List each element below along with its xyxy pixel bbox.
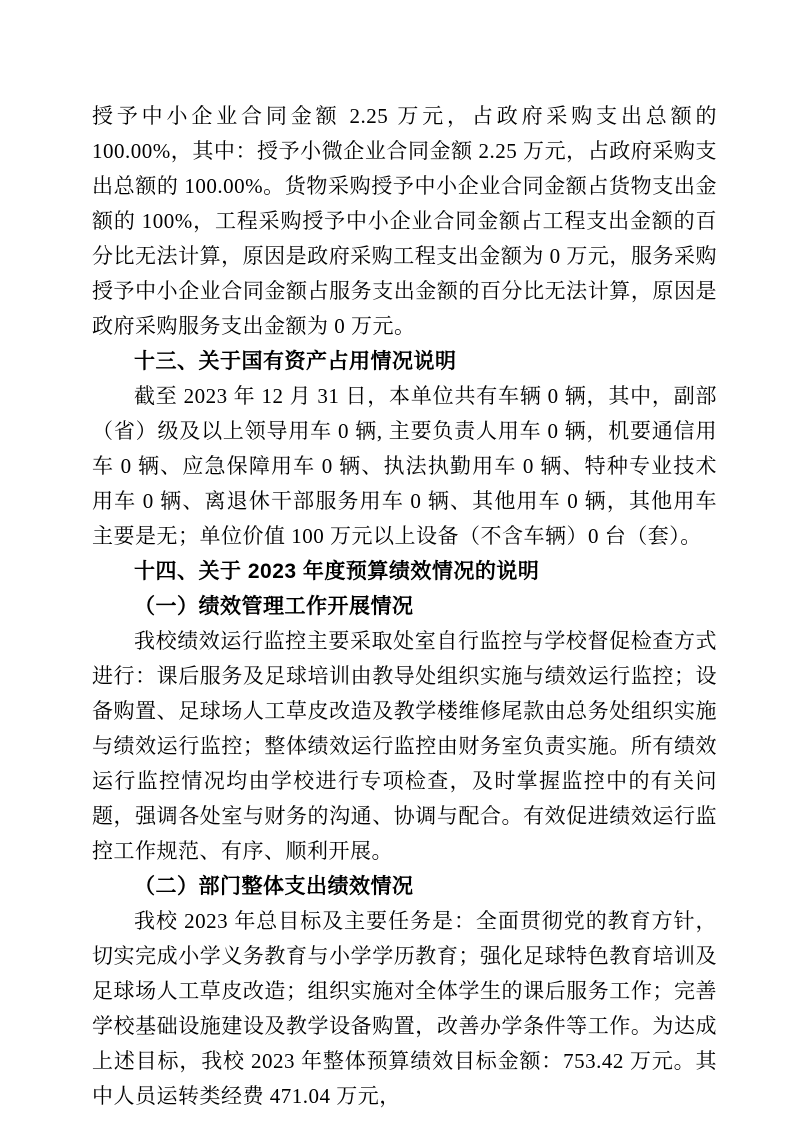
heading-section-13-state-assets: 十三、关于国有资产占用情况说明	[134, 350, 457, 373]
paragraph-state-assets-vehicles: 截至 2023 年 12 月 31 日，本单位共有车辆 0 辆，其中，副部（省）级及以上领导用车 0 辆, 主要负责人用车 0 辆，机要通信用车 0 辆、应急保障用车 0 辆、执法执勤用车 0 辆、特种专业技术用车 0 辆、离退休干部服务用车 0 辆、其他用车 0 辆，其他用车主要是无；单位价值 100 万元以上设备（不含车辆）0 台（套）。	[92, 384, 717, 548]
paragraph-annual-goals-budget: 我校 2023 年总目标及主要任务是：全面贯彻党的教育方针，切实完成小学义务教育与小学学历教育；强化足球特色教育培训及足球场人工草皮改造；组织实施对全体学生的课后服务工作；完善学校基础设施建设及教学设备购置，改善办学条件等工作。为达成上述目标，我校 2023 年整体预算绩效目标金额：753.42 万元。其中人员运转类经费 471.04 万元，	[92, 909, 717, 1108]
paragraph-government-procurement-sme: 授予中小企业合同金额 2.25 万元，占政府采购支出总额的 100.00%，其中：授予小微企业合同金额 2.25 万元，占政府采购支出总额的 100.00%。货物采购授予中小企业合同金额占货物支出金额的 100%，工程采购授予中小企业合同金额占工程支出金额的百分比无法计算，原因是政府采购工程支出金额为 0 万元，服务采购授予中小企业合同金额占服务支出金额的百分比无法计算，原因是政府采购服务支出金额为 0 万元。	[92, 104, 717, 338]
paragraph-performance-monitoring: 我校绩效运行监控主要采取处室自行监控与学校督促检查方式进行：课后服务及足球培训由教导处组织实施与绩效运行监控；设备购置、足球场人工草皮改造及教学楼维修尾款由总务处组织实施与绩效运行监控；整体绩效运行监控由财务室负责实施。所有绩效运行监控情况均由学校进行专项检查，及时掌握监控中的有关问题，强调各处室与财务的沟通、协调与配合。有效促进绩效运行监控工作规范、有序、顺利开展。	[92, 629, 717, 863]
subheading-department-expenditure-performance: （二）部门整体支出绩效情况	[134, 875, 414, 898]
subheading-performance-management-work: （一）绩效管理工作开展情况	[134, 595, 414, 618]
heading-section-14-budget-performance: 十四、关于 2023 年度预算绩效情况的说明	[134, 560, 540, 583]
page-content	[92, 99, 717, 1114]
